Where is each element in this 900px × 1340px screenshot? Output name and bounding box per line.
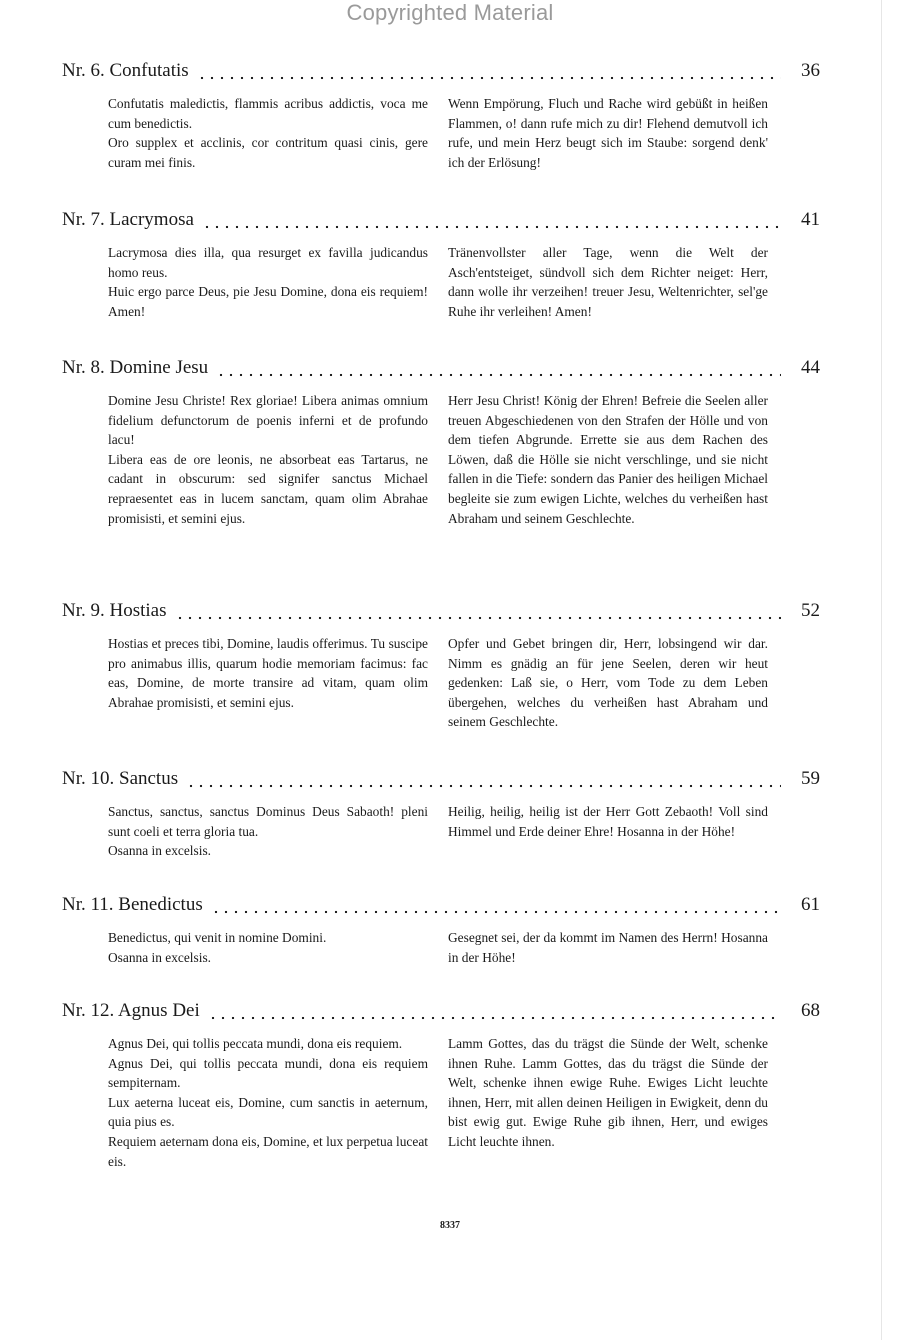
latin-paragraph: Benedictus, qui venit in nomine Domini. [108,930,327,945]
entry-title: Nr. 9. Hostias [62,600,167,621]
entry-confutatis [62,60,820,172]
entry-benedictus [62,894,820,967]
dot-leader [186,783,781,789]
latin-paragraph: Libera eas de ore leonis, ne absorbeat eas Tartarus, ne cadant in obscurum: sed signifer sanctus Michael repraesentet eas in lucem sanctam, quam olim Abrahae promisisti, et semini ejus. [108,451,428,526]
dot-leader [197,75,781,81]
watermark-text: Copyrighted Material [346,0,554,25]
german-text [448,802,768,861]
entry-heading [62,894,820,920]
latin-text [108,802,428,861]
dot-leader [202,224,781,230]
german-paragraph: Opfer und Gebet bringen dir, Herr, lobsingend wir dar. Nimm es gnädig an für jene Seelen, deren wir heut gedenken: Laß sie, o Herr, vom Tode zu dem Leben übergehen, welches du verheißen hast Abraham und seinem Geschlechte. [448,636,768,730]
latin-text [108,1034,428,1171]
dot-leader [211,909,781,915]
entry-heading [62,357,820,383]
entry-heading [62,60,820,86]
german-paragraph: Tränenvollster aller Tage, wenn die Welt der Asch'entsteiget, sündvoll sich dem Richter neiget: Herr, dann wolle ihr verzeihen! treuer Jesu, Weltenrichter, sel'ge Ruhe ihr verleihen! Amen! [448,245,768,319]
entry-heading [62,209,820,235]
german-text [448,94,768,172]
latin-paragraph: Agnus Dei, qui tollis peccata mundi, dona eis requiem sempiternam. [108,1055,428,1091]
latin-paragraph: Oro supplex et acclinis, cor contritum quasi cinis, gere curam mei finis. [108,135,428,170]
plate-number: 8337 [440,1220,460,1231]
dot-leader [216,372,781,378]
entry-hostias [62,600,820,732]
entry-agnus-dei [62,1000,820,1171]
entry-page-number: 36 [801,60,820,81]
entry-page-number: 61 [801,894,820,915]
entry-title: Nr. 11. Benedictus [62,894,203,915]
latin-paragraph: Huic ergo parce Deus, pie Jesu Domine, dona eis requiem! Amen! [108,284,428,319]
latin-paragraph: Osanna in excelsis. [108,949,212,965]
latin-text [108,634,428,732]
german-text [448,243,768,321]
entry-sanctus [62,768,820,861]
german-paragraph: Heilig, heilig, heilig ist der Herr Gott Zebaoth! Voll sind Himmel und Erde deiner Ehre! Hosanna in der Höhe! [448,804,768,839]
latin-paragraph: Agnus Dei, qui tollis peccata mundi, dona eis requiem. [108,1036,403,1051]
latin-paragraph: Sanctus, sanctus, sanctus Dominus Deus Sabaoth! pleni sunt coeli et terra gloria tua. [108,804,428,839]
entry-title: Nr. 10. Sanctus [62,768,179,789]
german-text [448,1034,768,1171]
entry-heading [62,768,820,794]
entry-heading [62,1000,820,1026]
latin-paragraph: Lacrymosa dies illa, qua resurget ex favilla judicandus homo reus. [108,245,428,280]
latin-text [108,94,428,172]
latin-paragraph: Lux aeterna luceat eis, Domine, cum sanctis in aeternum, quia pius es. [108,1094,428,1130]
entry-title: Nr. 6. Confutatis [62,60,189,81]
entry-page-number: 52 [801,600,820,621]
german-text [448,391,768,528]
entry-page-number: 44 [801,357,820,378]
entry-domine-jesu [62,357,820,528]
latin-paragraph: Confutatis maledictis, flammis acribus addictis, voca me cum benedictis. [108,96,428,131]
latin-text [108,928,428,967]
entry-heading [62,600,820,626]
entry-page-number: 59 [801,768,820,789]
latin-paragraph: Hostias et preces tibi, Domine, laudis offerimus. Tu suscipe pro animabus illis, quarum hodie memoriam facimus: fac eas, Domine, de morte transire ad vitam, quam olim Abrahae promisisti, et semini ejus. [108,636,428,710]
latin-text [108,243,428,321]
entry-lacrymosa [62,209,820,321]
german-paragraph: Wenn Empörung, Fluch und Rache wird gebüßt in heißen Flammen, o! dann rufe mich zu dir! Flehend demutvoll ich rufe, und mein Herz beugt sich im Staube: sorgend denk' ich der Erlösung! [448,96,768,170]
latin-paragraph: Osanna in excelsis. [108,843,212,859]
german-paragraph: Lamm Gottes, das du trägst die Sünde der Welt, schenke ihnen Ruhe. Lamm Gottes, das du trägst die Sünde der Welt, schenke ihnen ewige Ruhe. Ewiges Licht leuchte ihnen, Herr, mit allen deinen Heiligen in Ewigkeit, denn du bist ewig gut. Ewige Ruhe gib ihnen, Herr, und ewiges Licht leuchte ihnen. [448,1036,768,1149]
entry-title: Nr. 12. Agnus Dei [62,1000,200,1021]
dot-leader [175,615,782,621]
german-text [448,634,768,732]
entry-page-number: 41 [801,209,820,230]
entry-title: Nr. 7. Lacrymosa [62,209,194,230]
page-edge-rule [881,0,882,1340]
latin-paragraph: Requiem aeternam dona eis, Domine, et lux perpetua luceat eis. [108,1133,428,1169]
entry-page-number: 68 [801,1000,820,1021]
entry-title: Nr. 8. Domine Jesu [62,357,209,378]
dot-leader [208,1015,781,1021]
german-paragraph: Herr Jesu Christ! König der Ehren! Befreie die Seelen aller treuen Abgeschiedenen von den Strafen der Hölle und von dem tiefen Abgrunde. Errette sie aus dem Rachen des Löwen, daß die Hölle sie nicht verschlinge, und sie nicht fallen in die Tiefe: sondern das Panier des heiligen Michael begleite sie zum ewigen Lichte, welches du verheißen hast Abraham und seinem Geschlechte. [448,393,768,526]
german-text [448,928,768,967]
latin-text [108,391,428,528]
latin-paragraph: Domine Jesu Christe! Rex gloriae! Libera animas omnium fidelium defunctorum de poenis inferni et de profundo lacu! [108,393,428,448]
german-paragraph: Gesegnet sei, der da kommt im Namen des Herrn! Hosanna in der Höhe! [448,930,768,965]
